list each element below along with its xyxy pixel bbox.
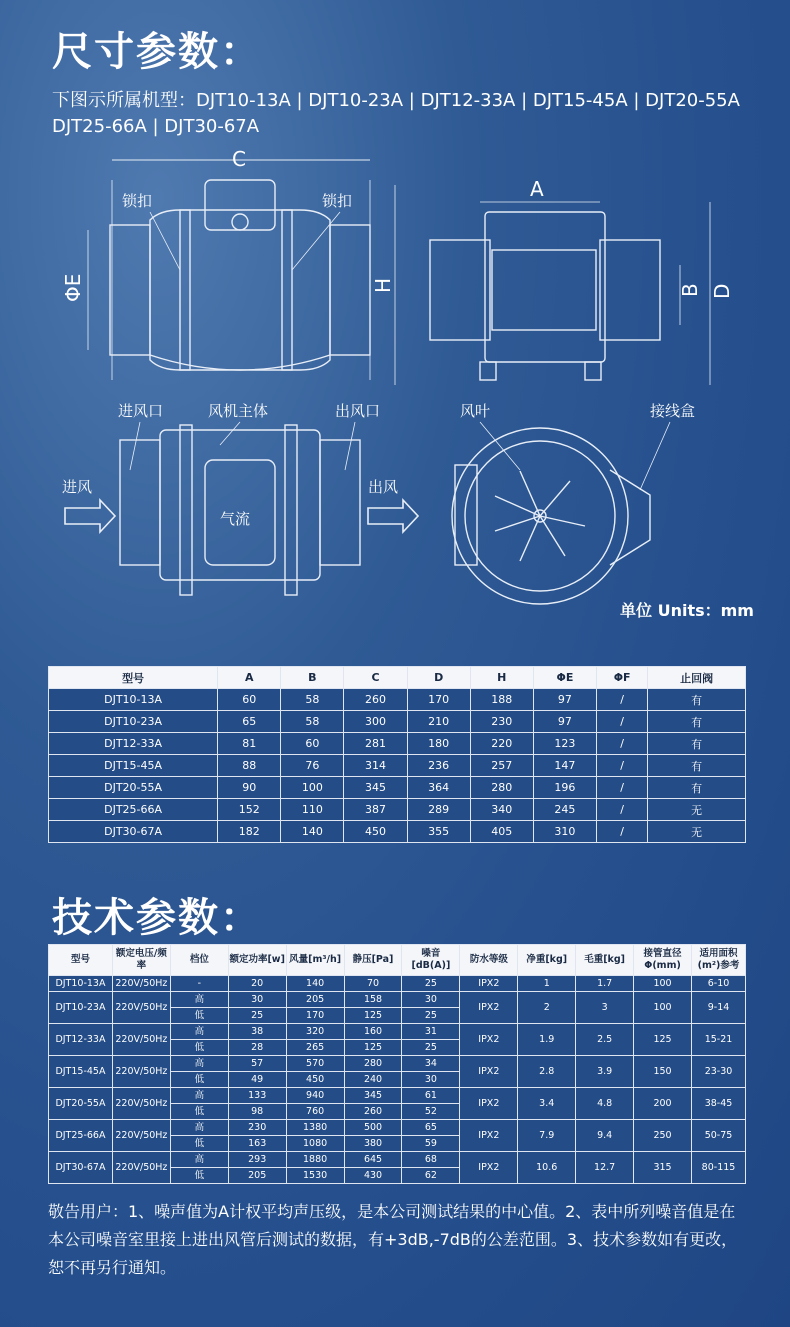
dim-cell: 81 [218, 733, 281, 755]
tech-noise-cell: 59 [402, 1136, 460, 1152]
tech-pipe-cell: 100 [634, 992, 692, 1024]
tech-area-cell: 6-10 [692, 976, 746, 992]
tech-voltage-cell: 220V/50Hz [112, 1088, 170, 1120]
label-b: B [678, 283, 702, 297]
tech-flow-cell: 170 [286, 1008, 344, 1024]
dim-header-cell: H [470, 667, 533, 689]
tech-flow-cell: 265 [286, 1040, 344, 1056]
dimensions-table [48, 666, 746, 843]
tech-gross-cell: 9.4 [576, 1120, 634, 1152]
tech-flow-cell: 760 [286, 1104, 344, 1120]
dim-cell: 140 [281, 821, 344, 843]
table-row [49, 821, 746, 843]
tech-gross-cell: 12.7 [576, 1152, 634, 1184]
tech-gear-cell: 高 [170, 1024, 228, 1040]
tech-noise-cell: 25 [402, 1040, 460, 1056]
table-row [49, 992, 746, 1008]
tech-table-header [49, 945, 746, 976]
tech-net-cell: 3.4 [518, 1088, 576, 1120]
dim-cell: 无 [648, 821, 746, 843]
dim-header-cell: ΦF [596, 667, 647, 689]
tech-noise-cell: 65 [402, 1120, 460, 1136]
tech-header-cell: 额定功率[w] [228, 945, 286, 976]
dim-cell: 110 [281, 799, 344, 821]
impeller-view-drawing [452, 428, 650, 604]
tech-area-cell: 9-14 [692, 992, 746, 1024]
tech-gear-cell: 低 [170, 1008, 228, 1024]
dim-cell: 450 [344, 821, 407, 843]
tech-header-cell: 接管直径Φ(mm) [634, 945, 692, 976]
tech-header-cell: 防水等级 [460, 945, 518, 976]
dim-cell: 有 [648, 755, 746, 777]
dim-cell: 152 [218, 799, 281, 821]
tech-gross-cell: 1.7 [576, 976, 634, 992]
dim-header-cell: A [218, 667, 281, 689]
tech-pipe-cell: 100 [634, 976, 692, 992]
tech-net-cell: 2.8 [518, 1056, 576, 1088]
dim-cell: 236 [407, 755, 470, 777]
tech-noise-cell: 30 [402, 992, 460, 1008]
table-row [49, 777, 746, 799]
tech-flow-cell: 1880 [286, 1152, 344, 1168]
tech-ipx-cell: IPX2 [460, 1024, 518, 1056]
tech-power-cell: 25 [228, 1008, 286, 1024]
label-lock-left: 锁扣 [122, 192, 153, 210]
dim-cell: 280 [470, 777, 533, 799]
dim-cell: DJT30-67A [49, 821, 218, 843]
label-junction-box: 接线盒 [650, 402, 696, 420]
tech-area-cell: 23-30 [692, 1056, 746, 1088]
tech-pressure-cell: 260 [344, 1104, 402, 1120]
tech-power-cell: 49 [228, 1072, 286, 1088]
dim-cell: 有 [648, 689, 746, 711]
models-line: 下图示所属机型：DJT10-13A | DJT10-23A | DJT12-33A | DJT15-45A | DJT20-55A DJT25-66A | DJT30-67A [52, 90, 740, 137]
label-lock-right: 锁扣 [322, 192, 353, 210]
tech-area-cell: 15-21 [692, 1024, 746, 1056]
tech-pressure-cell: 125 [344, 1040, 402, 1056]
dim-cell: 100 [281, 777, 344, 799]
dim-cell: 无 [648, 799, 746, 821]
table-row [49, 711, 746, 733]
tech-gear-cell: 高 [170, 1152, 228, 1168]
tech-noise-cell: 68 [402, 1152, 460, 1168]
tech-model-cell: DJT30-67A [49, 1152, 113, 1184]
tech-pressure-cell: 430 [344, 1168, 402, 1184]
tech-noise-cell: 52 [402, 1104, 460, 1120]
tech-model-cell: DJT12-33A [49, 1024, 113, 1056]
dim-cell: 210 [407, 711, 470, 733]
tech-noise-cell: 30 [402, 1072, 460, 1088]
tech-power-cell: 293 [228, 1152, 286, 1168]
dim-cell: 230 [470, 711, 533, 733]
label-exhaust: 出风 [368, 478, 399, 496]
dim-header-cell: B [281, 667, 344, 689]
label-impeller: 风叶 [460, 402, 491, 420]
tech-pipe-cell: 200 [634, 1088, 692, 1120]
tech-model-cell: DJT15-45A [49, 1056, 113, 1088]
dim-cell: DJT10-23A [49, 711, 218, 733]
tech-header-cell: 毛重[kg] [576, 945, 634, 976]
tech-ipx-cell: IPX2 [460, 1152, 518, 1184]
tech-pressure-cell: 345 [344, 1088, 402, 1104]
dim-cell: / [596, 799, 647, 821]
dim-header-cell: 型号 [49, 667, 218, 689]
tech-noise-cell: 25 [402, 976, 460, 992]
tech-area-cell: 50-75 [692, 1120, 746, 1152]
tech-voltage-cell: 220V/50Hz [112, 976, 170, 992]
notice-text: 敬告用户：1、噪声值为A计权平均声压级，是本公司测试结果的中心值。2、表中所列噪音值是在本公司噪音室里接上进出风管后测试的数据，有+3dB,-7dB的公差范围。3、技术参数如有更改，恕不再另行通知。 [48, 1202, 738, 1277]
dim-cell: 188 [470, 689, 533, 711]
tech-gear-cell: 高 [170, 1056, 228, 1072]
tech-voltage-cell: 220V/50Hz [112, 1152, 170, 1184]
tech-gear-cell: 低 [170, 1072, 228, 1088]
tech-gear-cell: 高 [170, 1120, 228, 1136]
dim-cell: / [596, 733, 647, 755]
table-row [49, 1120, 746, 1136]
table-row [49, 689, 746, 711]
dim-cell: 90 [218, 777, 281, 799]
dim-cell: DJT10-13A [49, 689, 218, 711]
dim-cell: DJT15-45A [49, 755, 218, 777]
tech-gear-cell: 低 [170, 1136, 228, 1152]
tech-net-cell: 1 [518, 976, 576, 992]
table-row [49, 1152, 746, 1168]
dim-cell: 有 [648, 777, 746, 799]
tech-header-cell: 噪音[dB(A)] [402, 945, 460, 976]
tech-model-cell: DJT25-66A [49, 1120, 113, 1152]
dim-cell: 97 [533, 711, 596, 733]
side-view-drawing [430, 202, 710, 385]
tech-pipe-cell: 250 [634, 1120, 692, 1152]
dimensions-table-header [49, 667, 746, 689]
tech-power-cell: 57 [228, 1056, 286, 1072]
label-airflow: 气流 [220, 510, 251, 528]
dimensions-table-body [49, 689, 746, 843]
tech-gross-cell: 3.9 [576, 1056, 634, 1088]
tech-table-body [49, 976, 746, 1184]
units-label: 单位 Units：mm [620, 601, 754, 620]
dim-cell: 245 [533, 799, 596, 821]
tech-power-cell: 205 [228, 1168, 286, 1184]
tech-noise-cell: 61 [402, 1088, 460, 1104]
tech-gear-cell: 高 [170, 992, 228, 1008]
tech-pipe-cell: 125 [634, 1024, 692, 1056]
table-row [49, 799, 746, 821]
tech-noise-cell: 62 [402, 1168, 460, 1184]
tech-pressure-cell: 125 [344, 1008, 402, 1024]
tech-pressure-cell: 380 [344, 1136, 402, 1152]
tech-flow-cell: 450 [286, 1072, 344, 1088]
dim-cell: 310 [533, 821, 596, 843]
dim-cell: / [596, 755, 647, 777]
dim-cell: 300 [344, 711, 407, 733]
dim-cell: DJT20-55A [49, 777, 218, 799]
tech-area-cell: 38-45 [692, 1088, 746, 1120]
tech-power-cell: 163 [228, 1136, 286, 1152]
dim-cell: 314 [344, 755, 407, 777]
tech-gear-cell: 高 [170, 1088, 228, 1104]
tech-noise-cell: 25 [402, 1008, 460, 1024]
dim-cell: / [596, 689, 647, 711]
dim-cell: 289 [407, 799, 470, 821]
tech-header-cell: 型号 [49, 945, 113, 976]
tech-flow-cell: 1380 [286, 1120, 344, 1136]
dim-cell: 170 [407, 689, 470, 711]
tech-ipx-cell: IPX2 [460, 1056, 518, 1088]
tech-model-cell: DJT10-13A [49, 976, 113, 992]
dim-cell: 76 [281, 755, 344, 777]
tech-pressure-cell: 160 [344, 1024, 402, 1040]
dim-cell: 123 [533, 733, 596, 755]
dim-cell: 97 [533, 689, 596, 711]
tech-model-cell: DJT10-23A [49, 992, 113, 1024]
tech-ipx-cell: IPX2 [460, 1120, 518, 1152]
table-row [49, 976, 746, 992]
tech-flow-cell: 320 [286, 1024, 344, 1040]
tech-flow-cell: 570 [286, 1056, 344, 1072]
dim-header-cell: 止回阀 [648, 667, 746, 689]
tech-header-cell: 适用面积(m²)参考 [692, 945, 746, 976]
dim-cell: DJT25-66A [49, 799, 218, 821]
dim-header-cell: ΦE [533, 667, 596, 689]
tech-flow-cell: 940 [286, 1088, 344, 1104]
tech-noise-cell: 34 [402, 1056, 460, 1072]
tech-net-cell: 1.9 [518, 1024, 576, 1056]
dim-cell: DJT12-33A [49, 733, 218, 755]
label-a: A [530, 177, 544, 201]
tech-model-cell: DJT20-55A [49, 1088, 113, 1120]
dimensions-title: 尺寸参数： [52, 29, 262, 75]
tech-net-cell: 2 [518, 992, 576, 1024]
tech-power-cell: 230 [228, 1120, 286, 1136]
tech-pipe-cell: 315 [634, 1152, 692, 1184]
tech-pressure-cell: 70 [344, 976, 402, 992]
dim-cell: 355 [407, 821, 470, 843]
label-intake: 进风 [62, 478, 93, 496]
dim-header-cell: C [344, 667, 407, 689]
label-phi-e: ΦE [61, 273, 85, 302]
tech-power-cell: 30 [228, 992, 286, 1008]
label-inlet: 进风口 [118, 402, 164, 420]
dim-cell: / [596, 711, 647, 733]
dim-cell: 345 [344, 777, 407, 799]
dim-cell: 有 [648, 733, 746, 755]
table-row [49, 1088, 746, 1104]
dim-cell: 58 [281, 711, 344, 733]
tech-power-cell: 28 [228, 1040, 286, 1056]
table-row [49, 755, 746, 777]
tech-voltage-cell: 220V/50Hz [112, 992, 170, 1024]
tech-voltage-cell: 220V/50Hz [112, 1024, 170, 1056]
dim-header-cell: D [407, 667, 470, 689]
dim-cell: 58 [281, 689, 344, 711]
tech-gear-cell: 低 [170, 1168, 228, 1184]
dim-cell: 405 [470, 821, 533, 843]
tech-voltage-cell: 220V/50Hz [112, 1056, 170, 1088]
label-c: C [232, 147, 246, 171]
tech-table [48, 944, 746, 1184]
dim-cell: 364 [407, 777, 470, 799]
tech-header-cell: 档位 [170, 945, 228, 976]
table-row [49, 1056, 746, 1072]
dim-cell: 182 [218, 821, 281, 843]
tech-header-cell: 风量[m³/h] [286, 945, 344, 976]
tech-ipx-cell: IPX2 [460, 976, 518, 992]
tech-gross-cell: 4.8 [576, 1088, 634, 1120]
tech-flow-cell: 140 [286, 976, 344, 992]
tech-power-cell: 38 [228, 1024, 286, 1040]
dim-cell: 60 [281, 733, 344, 755]
dim-cell: 220 [470, 733, 533, 755]
tech-pressure-cell: 500 [344, 1120, 402, 1136]
tech-voltage-cell: 220V/50Hz [112, 1120, 170, 1152]
tech-gear-cell: 低 [170, 1040, 228, 1056]
tech-header-cell: 静压[Pa] [344, 945, 402, 976]
tech-flow-cell: 1080 [286, 1136, 344, 1152]
tech-noise-cell: 31 [402, 1024, 460, 1040]
tech-area-cell: 80-115 [692, 1152, 746, 1184]
dim-cell: 147 [533, 755, 596, 777]
tech-power-cell: 20 [228, 976, 286, 992]
dim-cell: / [596, 821, 647, 843]
tech-power-cell: 98 [228, 1104, 286, 1120]
tech-gear-cell: - [170, 976, 228, 992]
dim-cell: 257 [470, 755, 533, 777]
tech-pressure-cell: 240 [344, 1072, 402, 1088]
label-outlet: 出风口 [335, 402, 381, 420]
tech-pipe-cell: 150 [634, 1056, 692, 1088]
tech-title: 技术参数： [52, 895, 262, 941]
dim-cell: 65 [218, 711, 281, 733]
tech-gross-cell: 3 [576, 992, 634, 1024]
tech-gross-cell: 2.5 [576, 1024, 634, 1056]
table-row [49, 1024, 746, 1040]
dim-cell: / [596, 777, 647, 799]
tech-ipx-cell: IPX2 [460, 1088, 518, 1120]
table-row [49, 733, 746, 755]
tech-ipx-cell: IPX2 [460, 992, 518, 1024]
dim-cell: 260 [344, 689, 407, 711]
tech-pressure-cell: 280 [344, 1056, 402, 1072]
tech-header-cell: 额定电压/频率 [112, 945, 170, 976]
tech-net-cell: 7.9 [518, 1120, 576, 1152]
tech-net-cell: 10.6 [518, 1152, 576, 1184]
dim-cell: 88 [218, 755, 281, 777]
dim-cell: 387 [344, 799, 407, 821]
label-h: H [371, 277, 395, 293]
dim-cell: 281 [344, 733, 407, 755]
tech-gear-cell: 低 [170, 1104, 228, 1120]
tech-header-cell: 净重[kg] [518, 945, 576, 976]
tech-pressure-cell: 158 [344, 992, 402, 1008]
label-d: D [710, 283, 734, 299]
dim-cell: 180 [407, 733, 470, 755]
dim-cell: 有 [648, 711, 746, 733]
dim-cell: 340 [470, 799, 533, 821]
dim-cell: 60 [218, 689, 281, 711]
tech-pressure-cell: 645 [344, 1152, 402, 1168]
label-body: 风机主体 [208, 402, 269, 420]
tech-power-cell: 133 [228, 1088, 286, 1104]
tech-flow-cell: 205 [286, 992, 344, 1008]
tech-flow-cell: 1530 [286, 1168, 344, 1184]
dim-cell: 196 [533, 777, 596, 799]
fan-diagrams [0, 140, 790, 640]
